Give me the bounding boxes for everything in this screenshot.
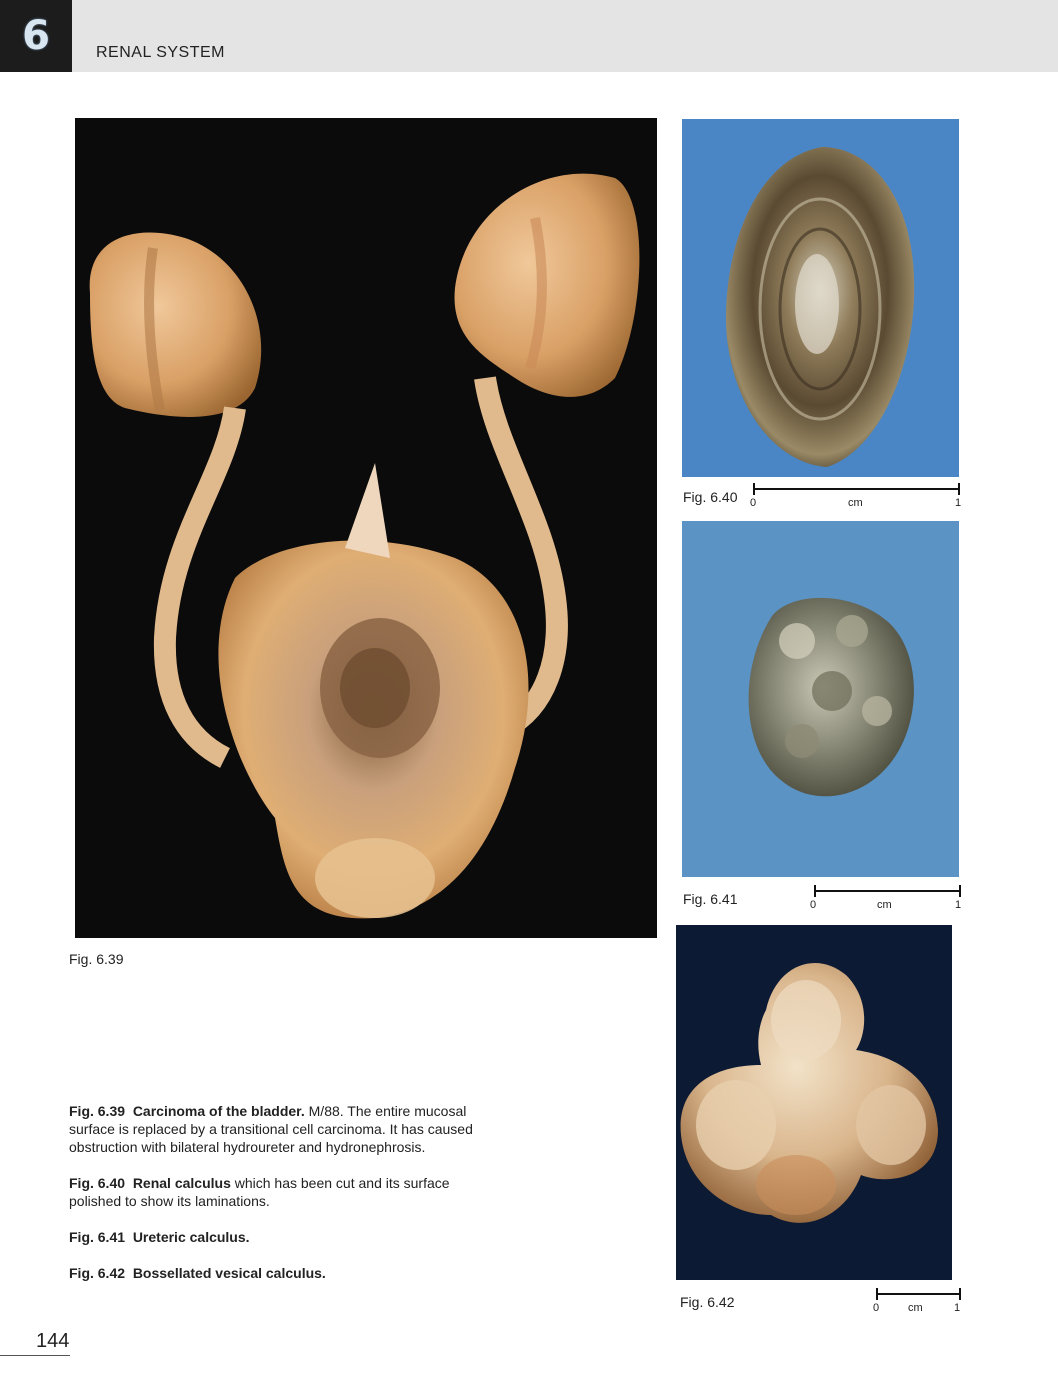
page-number: 144: [36, 1330, 70, 1352]
fig-6-39-photo: [75, 118, 657, 938]
fig-6-42-scale-bar: [872, 1288, 964, 1320]
caption-fig-ref: Fig. 6.41: [69, 1229, 126, 1245]
figure-captions: [69, 1102, 499, 1300]
caption-fig-ref: Fig. 6.39: [69, 1103, 126, 1119]
caption-fig-ref: Fig. 6.42: [69, 1265, 126, 1281]
scale-unit: cm: [908, 1302, 923, 1314]
fig-6-42-label: Fig. 6.42: [680, 1294, 735, 1310]
scale-unit: cm: [877, 899, 892, 911]
fig-6-40-label: Fig. 6.40: [683, 489, 738, 505]
caption-fig-6-39: [69, 1102, 499, 1156]
scale-unit: cm: [848, 497, 863, 509]
caption-fig-ref: Fig. 6.40: [69, 1175, 126, 1191]
scale-start: 0: [873, 1302, 880, 1314]
caption-fig-6-40: [69, 1174, 499, 1210]
fig-6-40-scale-bar: [750, 483, 962, 515]
fig-6-40-photo: [682, 119, 959, 477]
chapter-badge: [0, 0, 72, 72]
page-number-rule: [0, 1355, 70, 1356]
scale-end: 1: [954, 1302, 961, 1314]
fig-6-41-scale-bar: [808, 885, 963, 917]
section-title: RENAL SYSTEM: [96, 44, 225, 61]
chapter-number: 6: [22, 13, 50, 59]
fig-6-41-label: Fig. 6.41: [683, 891, 738, 907]
caption-title: Bossellated vesical calculus.: [132, 1265, 326, 1281]
scale-end: 1: [955, 497, 962, 509]
caption-text: M/88. The entire mucosal surface is replaced by a transitional cell carcinoma. It has caused obstruction with bilateral hydroureter and hydronephrosis.: [69, 1103, 473, 1155]
caption-title: Renal calculus: [132, 1175, 231, 1191]
scale-start: 0: [750, 497, 757, 509]
scale-start: 0: [810, 899, 817, 911]
fig-6-39-label: Fig. 6.39: [69, 951, 124, 967]
caption-fig-6-41: [69, 1228, 499, 1246]
caption-title: Carcinoma of the bladder.: [132, 1103, 305, 1119]
caption-title: Ureteric calculus.: [132, 1229, 250, 1245]
page-header: [0, 0, 1058, 72]
fig-6-41-photo: [682, 521, 959, 877]
scale-end: 1: [955, 899, 962, 911]
caption-text: which has been cut and its surface polished to show its laminations.: [69, 1175, 450, 1209]
fig-6-42-photo: [676, 925, 952, 1280]
caption-fig-6-42: [69, 1264, 499, 1282]
